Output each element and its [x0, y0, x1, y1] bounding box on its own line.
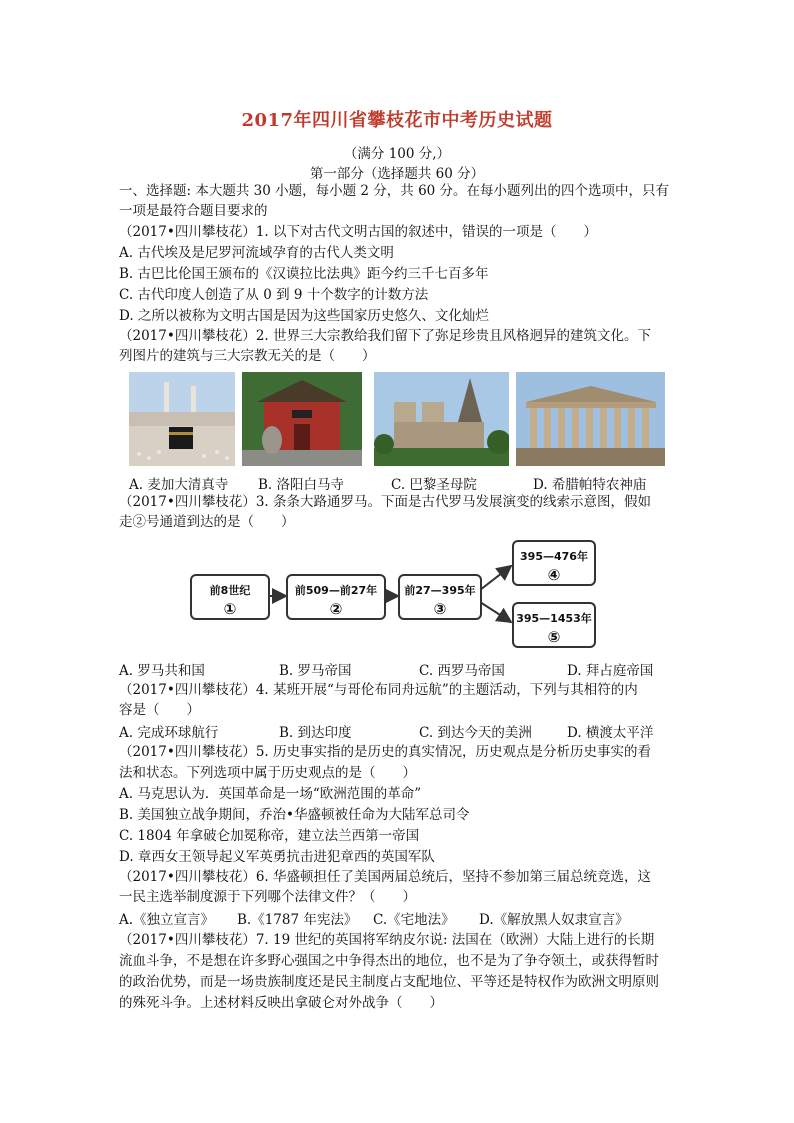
q6-option-a: A.《独立宣言》 [119, 912, 215, 928]
q3-option-b: B. 罗马帝国 [279, 663, 352, 679]
question-3-options [119, 659, 679, 679]
q6-option-b: B.《1787 年宪法》 [237, 912, 358, 928]
question-6-options [119, 908, 679, 928]
question-4-stem: （2017•四川攀枝花）4. 某班开展“与哥伦布同舟远航”的主题活动，下列与其相符的内 [119, 682, 638, 698]
question-7-stem: （2017•四川攀枝花）7. 19 世纪的英国将军纳皮尔说: 法国在（欧洲）大陆上进行的长期 [119, 932, 655, 948]
question-4-options [119, 721, 679, 741]
section-instruction: 一、选择题: 本大题共 30 小题，每小题 2 分，共 60 分。在每小题列出的四个选项中，只有 [119, 183, 670, 199]
page-title: 2017年四川省攀枝花市中考历史试题 [241, 110, 553, 131]
flow-box-3-period: 前27—395年 [404, 584, 476, 597]
flow-box-1 [190, 574, 270, 620]
question-5-stem: （2017•四川攀枝花）5. 历史事实指的是历史的真实情况，历史观点是分析历史事实的看 [119, 744, 651, 760]
flow-box-5-number: ⑤ [547, 628, 561, 646]
q6-option-c: C.《宅地法》 [373, 912, 455, 928]
question-1-option-c: C. 古代印度人创造了从 0 到 9 十个数字的计数方法 [119, 287, 429, 303]
flow-box-5 [512, 602, 596, 648]
mecca-mosque-photo [129, 372, 235, 466]
q4-option-b: B. 到达印度 [279, 725, 352, 741]
full-score-note: （满分 100 分,） [343, 146, 451, 162]
q4-option-c: C. 到达今天的美洲 [419, 725, 532, 741]
rome-timeline-diagram [190, 540, 610, 660]
q2-caption-a: A. 麦加大清真寺 [129, 477, 229, 493]
q2-caption-c: C. 巴黎圣母院 [391, 477, 477, 493]
flow-box-5-period: 395—1453年 [516, 612, 592, 625]
q3-option-d: D. 拜占庭帝国 [567, 663, 654, 679]
question-7-stem-cont-2: 的政治优势，而是一场贵族制度还是民主制度占支配地位、平等还是特权作为欧洲文明原则 [119, 974, 659, 990]
q3-option-c: C. 西罗马帝国 [419, 663, 505, 679]
question-3-stem-cont: 走②号通道到达的是（ ） [119, 514, 295, 530]
question-6-stem: （2017•四川攀枝花）6. 华盛顿担任了美国两届总统后，坚持不参加第三届总统竞选，这 [119, 869, 651, 885]
flow-box-2-number: ② [329, 600, 343, 618]
question-5-option-a: A. 马克思认为．英国革命是一场“欧洲范围的革命” [119, 786, 422, 802]
question-1-stem: （2017•四川攀枝花）1. 以下对古代文明古国的叙述中，错误的一项是（ ） [119, 224, 597, 240]
question-1-option-b: B. 古巴比伦国王颁布的《汉谟拉比法典》距今约三千七百多年 [119, 266, 489, 282]
question-5-stem-cont: 法和状态。下列选项中属于历史观点的是（ ） [119, 765, 416, 781]
question-5-option-c: C. 1804 年拿破仑加冕称帝，建立法兰西第一帝国 [119, 828, 420, 844]
flow-box-3 [398, 574, 482, 620]
q2-caption-b: B. 洛阳白马寺 [258, 477, 345, 493]
flow-box-4-period: 395—476年 [520, 550, 588, 563]
flow-box-2-period: 前509—前27年 [294, 584, 378, 597]
flow-box-4-number: ④ [547, 566, 561, 584]
flow-box-2 [286, 574, 386, 620]
q2-caption-d: D. 希腊帕特农神庙 [533, 477, 647, 493]
q4-option-d: D. 横渡太平洋 [567, 725, 654, 741]
flow-box-4 [512, 540, 596, 586]
question-1-option-a: A. 古代埃及是尼罗河流域孕育的古代人类文明 [119, 245, 394, 261]
white-horse-temple-photo [242, 372, 362, 466]
question-2-stem: （2017•四川攀枝花）2. 世界三大宗教给我们留下了弥足珍贵且风格迥异的建筑文化。下 [119, 328, 651, 344]
q4-option-a: A. 完成环球航行 [119, 725, 219, 741]
flow-box-1-period: 前8世纪 [209, 584, 251, 597]
section-instruction-cont: 一项是最符合题目要求的 [119, 203, 268, 219]
question-3-stem: （2017•四川攀枝花）3. 条条大路通罗马。下面是古代罗马发展演变的线索示意图，假如 [119, 494, 651, 510]
q3-option-a: A. 罗马共和国 [119, 663, 205, 679]
question-2-stem-cont: 列图片的建筑与三大宗教无关的是（ ） [119, 348, 376, 364]
part-heading: 第一部分（选择题共 60 分） [309, 166, 485, 182]
question-5-option-d: D. 章西女王领导起义军英勇抗击进犯章西的英国军队 [119, 849, 435, 865]
notre-dame-photo [374, 372, 509, 466]
flow-box-1-number: ① [223, 600, 237, 618]
question-7-stem-cont-1: 流血斗争，不是想在许多野心强国之中争得杰出的地位，也不是为了争夺领土，或获得暂时 [119, 953, 659, 969]
q6-option-d: D.《解放黑人奴隶宣言》 [479, 912, 629, 928]
question-6-stem-cont: 一民主选举制度源于下列哪个法律文件？（ ） [119, 889, 416, 905]
question-5-option-b: B. 美国独立战争期间，乔治•华盛顿被任命为大陆军总司令 [119, 807, 470, 823]
flow-box-3-number: ③ [433, 600, 447, 618]
question-7-stem-cont-3: 的殊死斗争。上述材料反映出拿破仑对外战争（ ） [119, 995, 443, 1011]
question-4-stem-cont: 容是（ ） [119, 702, 200, 718]
parthenon-photo [516, 372, 665, 466]
question-1-option-d: D. 之所以被称为文明古国是因为这些国家历史悠久、文化灿烂 [119, 308, 489, 324]
